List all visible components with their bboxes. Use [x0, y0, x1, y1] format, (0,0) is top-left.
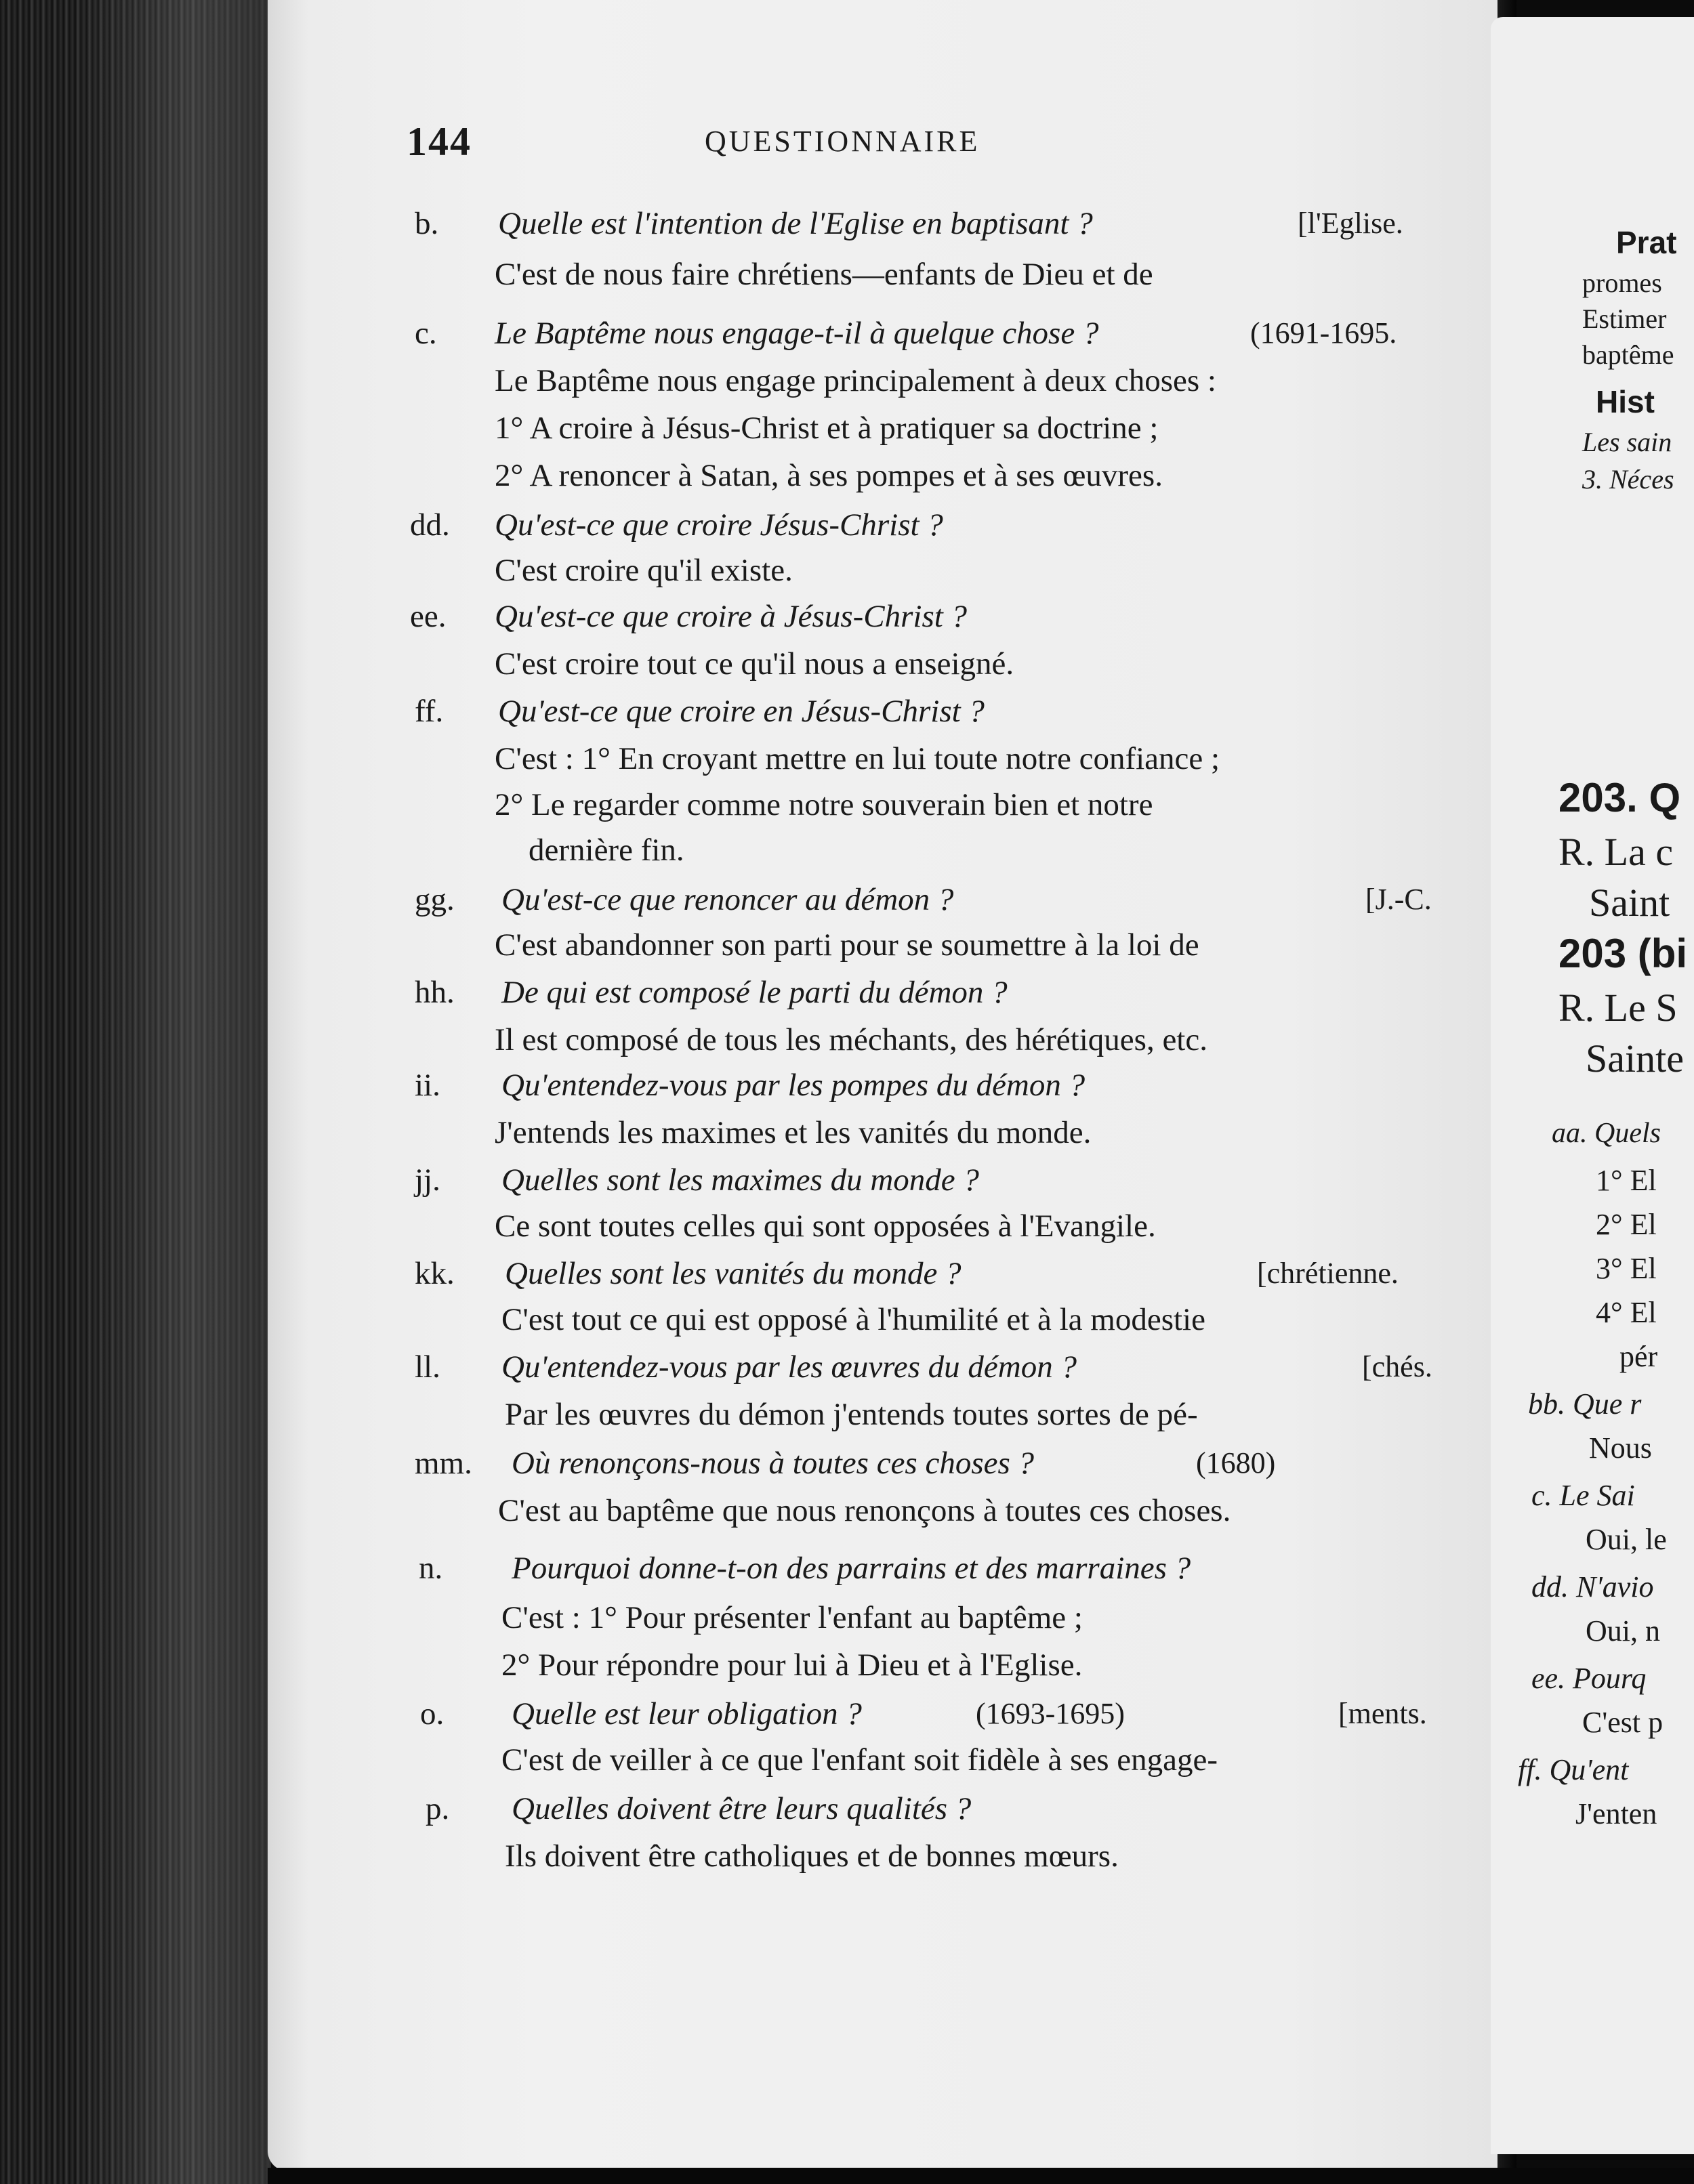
question-text: Qu'est-ce que croire Jésus-Christ ? — [495, 507, 943, 543]
right-line: 3° El — [1596, 1252, 1657, 1285]
right-line: R. La c — [1558, 830, 1674, 874]
question-text: Qu'est-ce que renoncer au démon ? — [501, 882, 954, 917]
right-line: Oui, n — [1586, 1614, 1660, 1647]
answer-text: C'est abandonner son parti pour se soumettre à la loi de — [495, 927, 1199, 963]
answer-text: Il est composé de tous les méchants, des hérétiques, etc. — [495, 1022, 1207, 1057]
page-number: 144 — [407, 119, 472, 164]
margin-note: [ments. — [1338, 1697, 1427, 1730]
entry-label: jj. — [415, 1162, 440, 1198]
right-line: aa. Quels — [1552, 1118, 1661, 1149]
entry-label: p. — [426, 1791, 450, 1826]
right-line: Sainte — [1586, 1036, 1684, 1080]
question-text: Quelles doivent être leurs qualités ? — [512, 1791, 972, 1826]
right-line: Nous — [1589, 1431, 1652, 1465]
right-heading-prat: Prat — [1616, 225, 1677, 260]
entry-label: ll. — [415, 1349, 440, 1385]
right-heading-hist: Hist — [1596, 384, 1655, 419]
question-text: Qu'est-ce que croire à Jésus-Christ ? — [495, 599, 968, 634]
answer-text: dernière fin. — [529, 833, 684, 868]
entry-label: ii. — [415, 1068, 440, 1103]
question-text: Quelles sont les maximes du monde ? — [501, 1162, 979, 1198]
answer-text: 1° A croire à Jésus-Christ et à pratiquer sa doctrine ; — [495, 411, 1159, 446]
right-line: C'est p — [1582, 1706, 1664, 1739]
right-question-203: 203. Q — [1558, 775, 1681, 820]
question-text: De qui est composé le parti du démon ? — [501, 975, 1008, 1010]
right-line: Les sain — [1582, 427, 1672, 457]
answer-text: C'est tout ce qui est opposé à l'humilité et à la modestie — [501, 1302, 1205, 1337]
right-line: ee. Pourq — [1531, 1662, 1647, 1695]
right-line: c. Le Sai — [1531, 1479, 1635, 1512]
answer-text: C'est au baptême que nous renonçons à toutes ces choses. — [498, 1493, 1231, 1528]
right-line: 2° El — [1596, 1208, 1657, 1241]
right-line: Oui, le — [1586, 1523, 1667, 1556]
answer-text: C'est croire qu'il existe. — [495, 553, 793, 588]
answer-text: C'est : 1° Pour présenter l'enfant au baptême ; — [501, 1600, 1083, 1635]
question-text: Pourquoi donne-t-on des parrains et des marraines ? — [512, 1551, 1191, 1586]
entry-label: b. — [415, 206, 439, 241]
book-page-edge — [0, 0, 271, 2184]
entry-label: dd. — [410, 507, 450, 543]
entry-label: kk. — [415, 1256, 455, 1291]
answer-text: Ce sont toutes celles qui sont opposées à l'Evangile. — [495, 1209, 1156, 1244]
answer-text: 2° A renoncer à Satan, à ses pompes et à ses œuvres. — [495, 458, 1163, 493]
margin-note: [J.-C. — [1365, 883, 1432, 916]
answer-text: Ils doivent être catholiques et de bonnes mœurs. — [505, 1839, 1119, 1874]
entry-label: gg. — [415, 882, 455, 917]
answer-text: 2° Le regarder comme notre souverain bien et notre — [495, 787, 1153, 822]
entry-label: c. — [415, 316, 437, 351]
margin-note: [chés. — [1362, 1350, 1432, 1383]
margin-note: (1693-1695) — [976, 1697, 1125, 1730]
entry-label: ff. — [415, 694, 444, 729]
margin-note: (1691-1695. — [1250, 316, 1397, 350]
answer-text: C'est : 1° En croyant mettre en lui toute notre confiance ; — [495, 741, 1220, 776]
right-page — [1491, 17, 1694, 2154]
margin-note: [chrétienne. — [1257, 1257, 1399, 1290]
question-text: Quelle est l'intention de l'Eglise en baptisant ? — [498, 206, 1093, 241]
right-question-203-bis: 203 (bi — [1558, 931, 1688, 976]
question-text: Qu'entendez-vous par les œuvres du démon ? — [501, 1349, 1077, 1385]
answer-text: C'est de veiller à ce que l'enfant soit fidèle à ses engage- — [501, 1742, 1218, 1778]
answer-text: 2° Pour répondre pour lui à Dieu et à l'Eglise. — [501, 1647, 1083, 1683]
entry-label: mm. — [415, 1446, 472, 1481]
entry-label: n. — [419, 1551, 443, 1586]
running-title: QUESTIONNAIRE — [705, 125, 980, 158]
answer-text: C'est de nous faire chrétiens—enfants de Dieu et de — [495, 257, 1153, 292]
question-text: Quelle est leur obligation ? — [512, 1696, 862, 1731]
right-line: 3. Néces — [1582, 464, 1674, 495]
question-text: Le Baptême nous engage-t-il à quelque chose ? — [495, 316, 1099, 351]
right-line: Estimer — [1582, 303, 1667, 334]
answer-text: Le Baptême nous engage principalement à deux choses : — [495, 363, 1216, 398]
right-line: Saint — [1589, 881, 1670, 925]
right-line: ff. Qu'ent — [1518, 1753, 1629, 1786]
entry-label: ee. — [410, 599, 447, 634]
right-line: J'enten — [1575, 1797, 1657, 1830]
answer-text: Par les œuvres du démon j'entends toutes sortes de pé- — [505, 1397, 1198, 1432]
right-line: R. Le S — [1558, 986, 1678, 1030]
right-line: baptême — [1582, 339, 1674, 370]
answer-text: J'entends les maximes et les vanités du monde. — [495, 1115, 1092, 1150]
entry-label: o. — [420, 1696, 445, 1731]
question-text: Qu'entendez-vous par les pompes du démon ? — [501, 1068, 1086, 1103]
margin-note: [l'Eglise. — [1298, 207, 1403, 240]
entry-label: hh. — [415, 975, 455, 1010]
question-text: Où renonçons-nous à toutes ces choses ? — [512, 1446, 1035, 1481]
answer-text: C'est croire tout ce qu'il nous a enseigné. — [495, 646, 1014, 681]
right-line: bb. Que r — [1528, 1387, 1642, 1421]
right-line: 1° El — [1596, 1164, 1657, 1197]
right-line: dd. N'avio — [1531, 1570, 1654, 1603]
right-line: pér — [1619, 1340, 1658, 1373]
question-text: Quelles sont les vanités du monde ? — [505, 1256, 962, 1291]
question-text: Qu'est-ce que croire en Jésus-Christ ? — [498, 694, 985, 729]
margin-note: (1680) — [1196, 1446, 1276, 1479]
bottom-shadow — [268, 2168, 1694, 2184]
right-line: 4° El — [1596, 1296, 1657, 1329]
right-line: promes — [1582, 268, 1662, 298]
